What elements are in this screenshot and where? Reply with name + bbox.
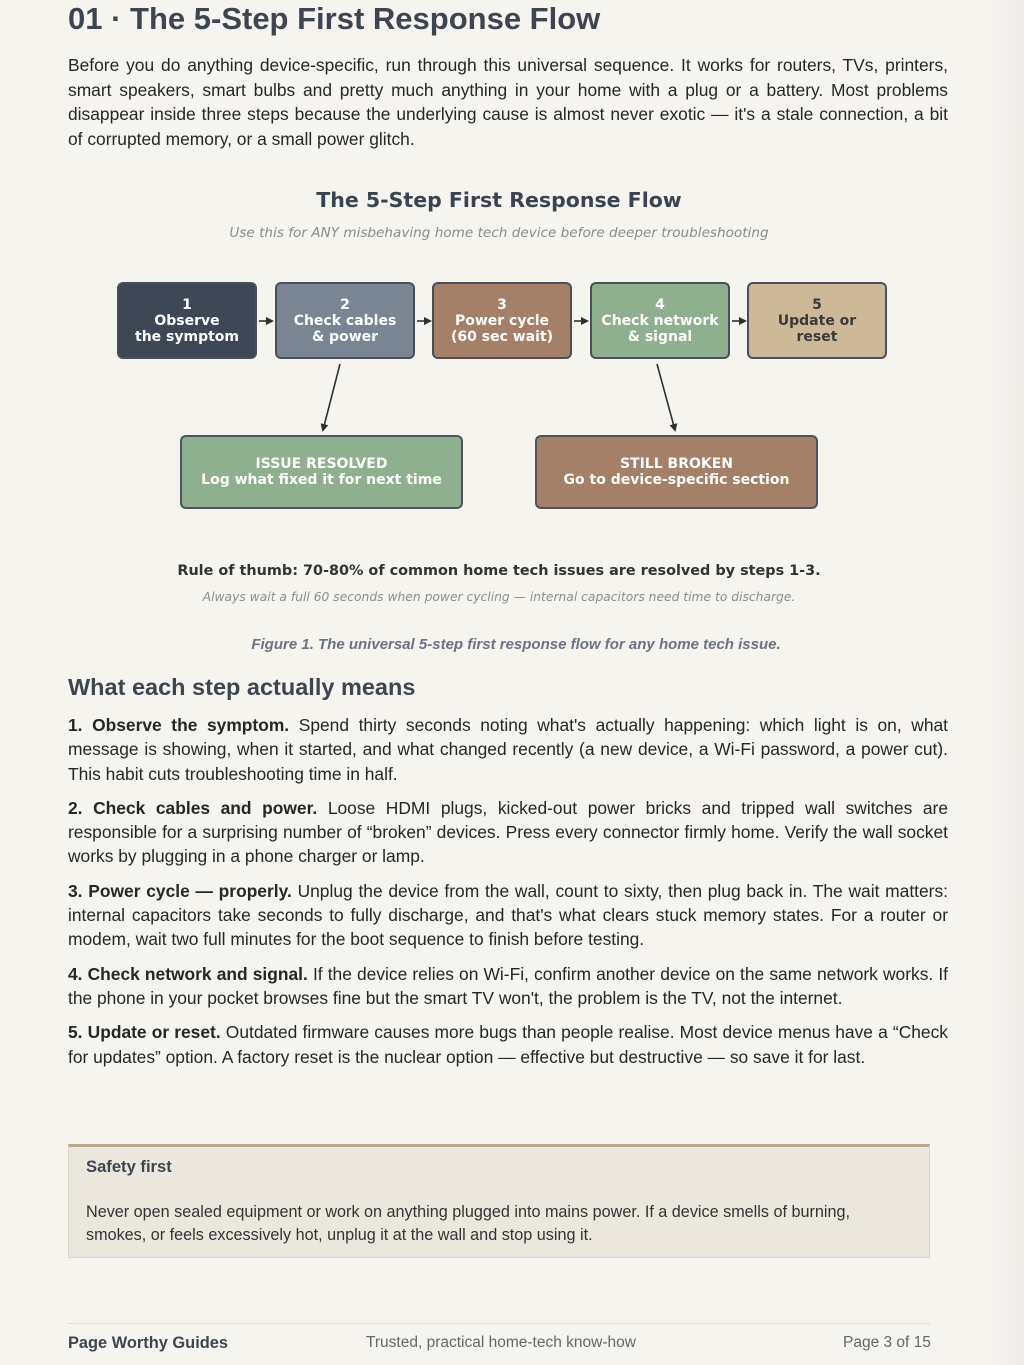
- intro-paragraph: Before you do anything device-specific, run through this universal sequence. It works for routers, TVs, printers, smart speakers, smart bulbs and pretty much anything in your home with a plug or a battery. Most problems disappear inside three steps because the underlying cause is almost never exotic — it's a stale connection, a bit of corrupted memory, or a small power glitch.: [68, 55, 948, 149]
- outcome-detail: Log what fixed it for next time: [201, 472, 442, 488]
- flow-step-number: 3: [497, 296, 507, 313]
- flow-step-3: [432, 282, 572, 359]
- subsection-heading: What each step actually means: [68, 674, 416, 700]
- footer-page-number: Page 3 of 15: [843, 1334, 931, 1351]
- flow-step-2: [275, 282, 415, 359]
- flow-step-number: 2: [340, 296, 350, 313]
- flow-step-label: (60 sec wait): [450, 328, 554, 345]
- outcome-title: ISSUE RESOLVED: [255, 456, 388, 472]
- step-paragraph-5: [68, 1020, 948, 1069]
- step-lead: 2. Check cables and power.: [68, 797, 318, 818]
- flow-step-label: Observe: [154, 312, 220, 329]
- flow-step-number: 4: [655, 296, 665, 313]
- footer-tagline: Trusted, practical home-tech know-how: [366, 1334, 636, 1351]
- outcome-title: STILL BROKEN: [619, 456, 734, 472]
- flow-step-number: 1: [182, 296, 192, 313]
- rule-of-thumb: Rule of thumb: 70-80% of common home tech issues are resolved by steps 1-3.: [177, 563, 821, 579]
- step-text: Loose HDMI plugs, kicked-out power bricks and tripped wall switches are responsible for a surprising number of “broken” devices. Press every connector firmly home. Verify the wall socket works by plugging in a phone charger or lamp.: [68, 797, 948, 867]
- step-lead: 4. Check network and signal.: [68, 963, 308, 984]
- outcome-still-broken: [535, 435, 818, 509]
- step-lead: 5. Update or reset.: [68, 1022, 221, 1043]
- step-text: If the device relies on Wi-Fi, confirm another device on the same network works. If the phone in your pocket browses fine but the smart TV won't, the problem is the TV, not the internet.: [68, 963, 948, 1008]
- flow-step-label: Power cycle: [454, 312, 550, 329]
- step-explanations: [68, 713, 948, 1079]
- step-lead: 1. Observe the symptom.: [68, 715, 290, 735]
- step-paragraph-3: [68, 879, 948, 952]
- flow-step-4: [590, 282, 730, 359]
- outcome-issue-resolved: [180, 435, 463, 509]
- flow-step-1: [117, 282, 257, 359]
- step-paragraph-2: [68, 796, 948, 869]
- step-text: Outdated firmware causes more bugs than people realise. Most device menus have a “Check for updates” option. A factory reset is the nuclear option — effective but destructive — so save it for last.: [68, 1022, 948, 1067]
- figure-caption: Figure 1. The universal 5-step first response flow for any home tech issue.: [251, 636, 781, 653]
- rule-note: Always wait a full 60 seconds when power cycling — internal capacitors need time to discharge.: [202, 590, 796, 604]
- footer-divider: [68, 1323, 930, 1324]
- step-paragraph-1: [68, 713, 948, 786]
- step-text: Unplug the device from the wall, count to sixty, then plug back in. The wait matters: internal capacitors take seconds to fully discharge, and that's what clears stuck memory states. For a router or modem, wait two full minutes for the boot sequence to finish before testing.: [68, 880, 948, 950]
- figure-subtitle: Use this for ANY misbehaving home tech device before deeper troubleshooting: [229, 225, 769, 241]
- flow-step-label: & signal: [627, 328, 693, 345]
- flow-step-label: reset: [796, 328, 838, 345]
- footer-brand: Page Worthy Guides: [68, 1334, 228, 1352]
- flow-step-label: Check network: [601, 312, 719, 329]
- step-text: Spend thirty seconds noting what's actually happening: which light is on, what message is showing, when it started, and what changed recently (a new device, a Wi-Fi password, a power cut). This habit cuts troubleshooting time in half.: [68, 715, 949, 784]
- arrow-to-resolved: [323, 364, 340, 430]
- section-title: 01 · The 5-Step First Response Flow: [68, 1, 601, 36]
- safety-callout: [68, 1144, 930, 1258]
- step-paragraph-4: [68, 962, 948, 1011]
- flow-step-number: 5: [812, 296, 822, 313]
- flow-step-5: [747, 282, 887, 359]
- outcome-detail: Go to device-specific section: [563, 472, 790, 488]
- flow-step-label: Check cables: [293, 312, 397, 329]
- arrow-to-broken: [657, 364, 675, 430]
- flow-step-label: & power: [311, 328, 379, 345]
- figure-title: The 5-Step First Response Flow: [316, 188, 682, 212]
- callout-body: Never open sealed equipment or work on anything plugged into mains power. If a device smells of burning, smokes, or feels excessively hot, unplug it at the wall and stop using it.: [86, 1203, 850, 1244]
- step-lead: 3. Power cycle — properly.: [68, 880, 292, 901]
- flow-step-label: the symptom: [135, 328, 239, 345]
- flow-step-label: Update or: [777, 312, 857, 329]
- callout-title: Safety first: [86, 1157, 172, 1176]
